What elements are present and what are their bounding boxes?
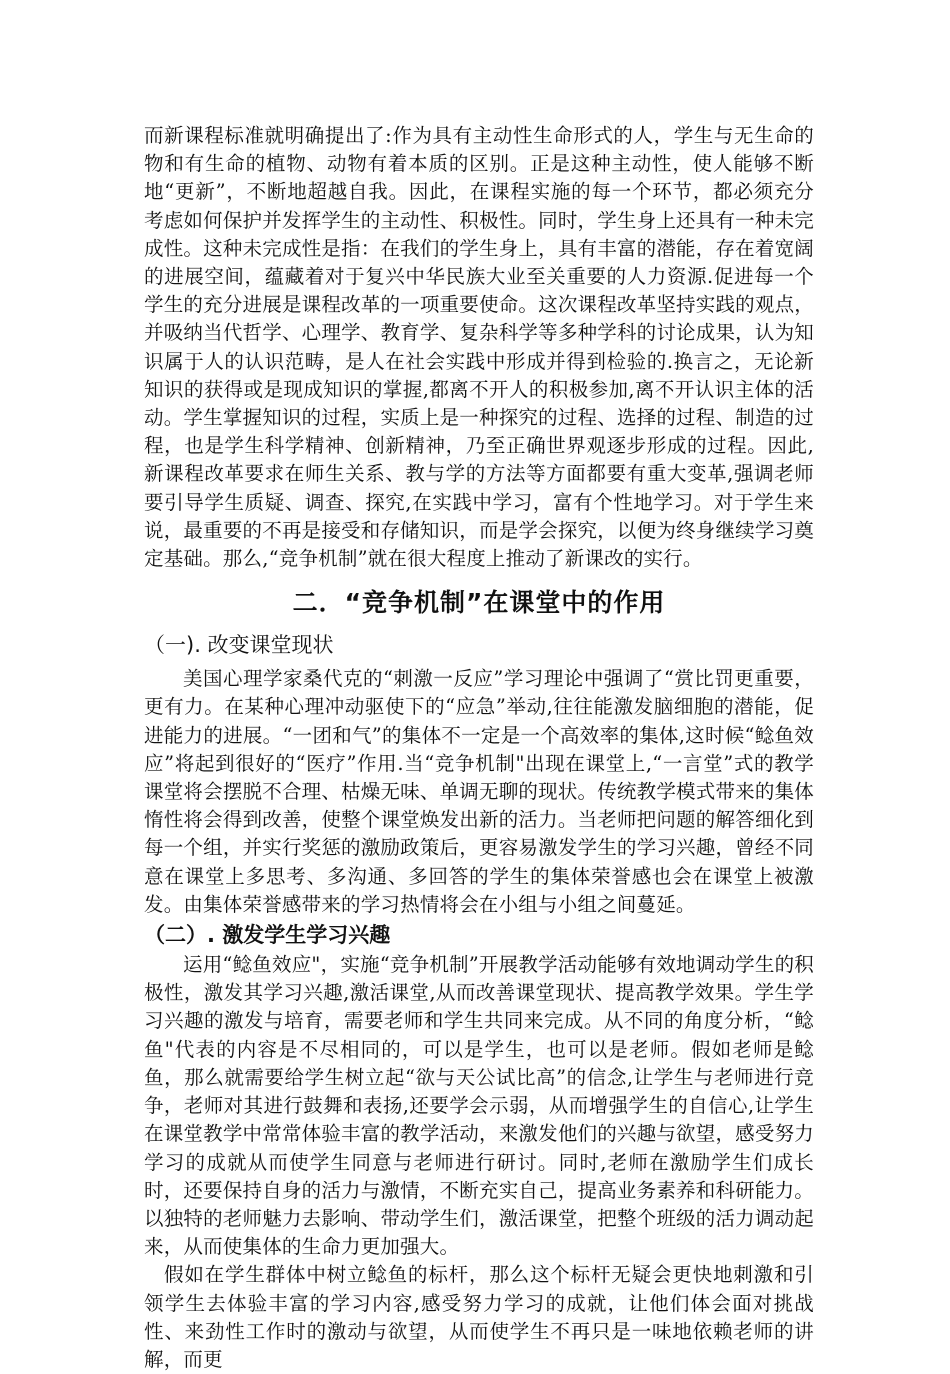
subsection-heading-2: （二）. 激发学生学习兴趣	[144, 923, 391, 948]
subsection-heading-1: （一). 改变课堂现状	[144, 633, 334, 658]
intro-paragraph: 而新课程标准就明确提出了:作为具有主动性生命形式的人，学生与无生命的物和有生命的植物、动物有着本质的区别。正是这种主动性，使人能够不断地“更新”，不断地超越自我。因此，在课程实施的每一个环节，都必须充分考虑如何保护并发挥学生的主动性、积极性。同时，学生身上还具有一种未完成性。这种未完成性是指：在我们的学生身上，具有丰富的潜能，存在着宽阔的进展空间，蕴藏着对于复兴中华民族大业至关重要的人力资源.促进每一个学生的充分进展是课程改革的一项重要使命。这次课程改革坚持实践的观点，并吸纳当代哲学、心理学、教育学、复杂科学等多种学科的讨论成果，认为知识属于人的认识范畴，是人在社会实践中形成并得到检验的.换言之，无论新知识的获得或是现成知识的掌握,都离不开人的积极参加,离不开认识主体的活动。学生掌握知识的过程，实质上是一种探究的过程、选择的过程、制造的过程，也是学生科学精神、创新精神，乃至正确世界观逐步形成的过程。因此,新课程改革要求在师生关系、教与学的方法等方面都要有重大变革,强调老师要引导学生质疑、调查、探究,在实践中学习，富有个性地学习。对于学生来说，最重要的不再是接受和存储知识，而是学会探究，以便为终身继续学习奠定基础。那么,“竞争机制”就在很大程度上推动了新课改的实行。	[144, 124, 814, 571]
subsection-2-paragraph-2: 假如在学生群体中树立鲶鱼的标杆，那么这个标杆无疑会更快地刺激和引领学生去体验丰富的学习内容,感受努力学习的成就，让他们体会面对挑战性、来劲性工作时的激动与欲望，从而使学生不再只是一味地依赖老师的讲解，而更	[144, 1263, 814, 1371]
subsection-1-paragraph: 美国心理学家桑代克的“刺激一反应”学习理论中强调了“赏比罚更重要，更有力。在某种心理冲动驱使下的“应急”举动,往往能激发脑细胞的潜能，促进能力的进展。“一团和气”的集体不一定是一个高效率的集体,这时候“鲶鱼效应”将起到很好的“医疗”作用.当“竞争机制"出现在课堂上,“一言堂”式的教学课堂将会摆脱不合理、枯燥无味、单调无聊的现状。传统教学模式带来的集体惰性将会得到改善，使整个课堂焕发出新的活力。当老师把问题的解答细化到每一个组，并实行奖惩的激励政策后，更容易激发学生的学习兴趣，曾经不同意在课堂上多思考、多沟通、多回答的学生的集体荣誉感也会在课堂上被激发。由集体荣誉感带来的学习热情将会在小组与小组之间蔓延。	[144, 667, 814, 916]
section-heading: 二．“竞争机制”在课堂中的作用	[292, 588, 666, 618]
subsection-2-paragraph-1: 运用“鲶鱼效应"，实施“竞争机制”开展教学活动能够有效地调动学生的积极性，激发其学习兴趣,激活课堂,从而改善课堂现状、提高教学效果。学生学习兴趣的激发与培育，需要老师和学生共同来完成。从不同的角度分析，“鲶鱼"代表的内容是不尽相同的，可以是学生，也可以是老师。假如老师是鲶鱼，那么就需要给学生树立起“欲与天公试比高”的信念,让学生与老师进行竞争，老师对其进行鼓舞和表扬,还要学会示弱，从而增强学生的自信心,让学生在课堂教学中常常体验丰富的教学活动，来激发他们的兴趣与欲望，感受努力学习的成就从而使学生同意与老师进行研讨。同时,老师在激励学生们成长时，还要保持自身的活力与激情，不断充实自己，提高业务素养和科研能力。以独特的老师魅力去影响、带动学生们，激活课堂，把整个班级的活力调动起来，从而使集体的生命力更加强大。	[144, 953, 814, 1259]
